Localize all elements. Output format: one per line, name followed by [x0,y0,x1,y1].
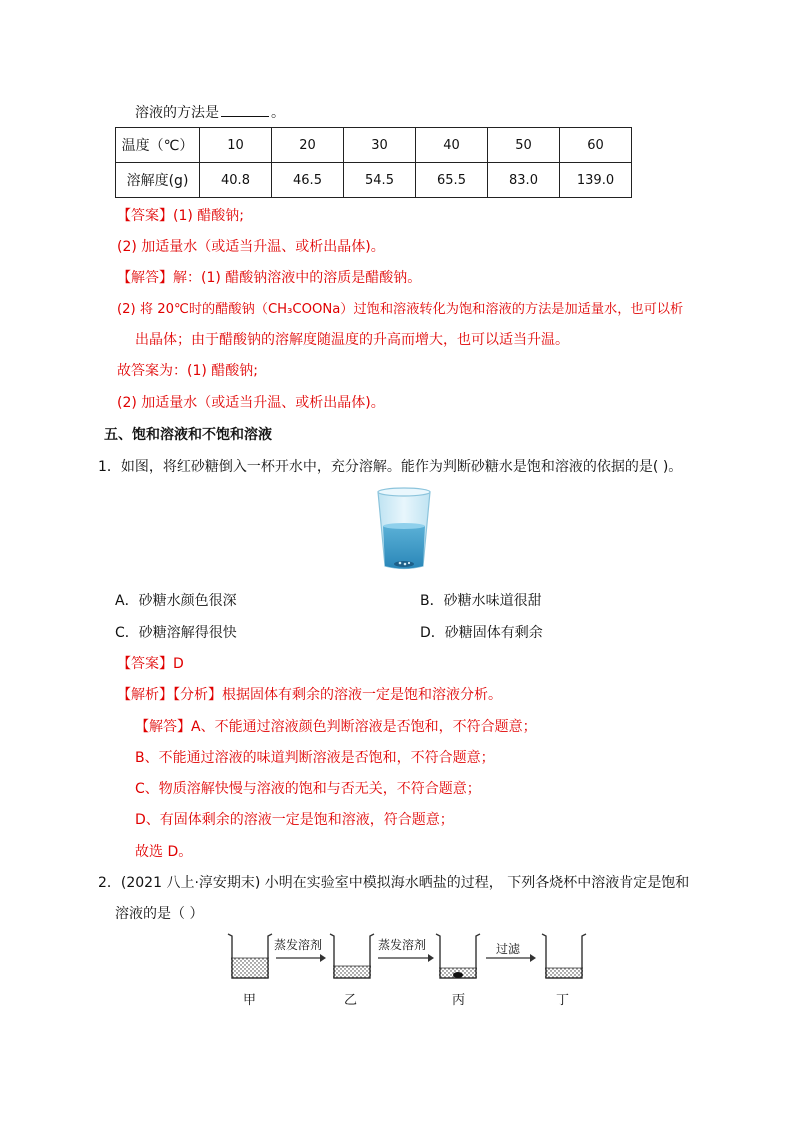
table-cell: 139.0 [560,163,632,198]
sugar-water-cup-figure [374,486,434,572]
intro-line: 溶液的方法是 。 [135,102,285,122]
beaker-jia [228,934,272,978]
solubility-table [115,127,632,198]
answer-line-1: 【答案】(1) 醋酸钠; [117,208,244,224]
table-cell: 50 [488,128,560,163]
table-cell: 40.8 [200,163,272,198]
arrow-label-2: 蒸发溶剂 [378,938,427,952]
section-title: 五、饱和溶液和不饱和溶液 [104,427,272,443]
q2-stem-line-2: 溶液的是（ ） [115,906,204,922]
arrow-label-3: 过滤 [496,942,521,956]
q1-stem: 1．如图，将红砂糖倒入一杯开水中，充分溶解。能作为判断砂糖水是饱和溶液的依据的是( )。 [98,459,683,475]
table-cell: 83.0 [488,163,560,198]
q1-solution-b: B、不能通过溶液的味道判断溶液是否饱和，不符合题意； [135,750,495,766]
table-cell: 65.5 [416,163,488,198]
final-answer-line-2: (2) 加适量水（或适当升温、或析出晶体)。 [117,395,385,411]
answer-blank [221,102,269,117]
q1-final: 故选 D。 [135,844,193,860]
q1-option-a: A．砂糖水颜色很深 [115,593,237,609]
arrow-label-1: 蒸发溶剂 [274,938,323,952]
table-cell: 60 [560,128,632,163]
beaker-bing [436,934,480,978]
beaker-label-ding: 丁 [556,993,570,1008]
table-cell: 20 [272,128,344,163]
answer-line-2: (2) 加适量水（或适当升温、或析出晶体)。 [117,239,385,255]
q1-option-c: C．砂糖溶解得很快 [115,625,237,641]
q1-option-b: B．砂糖水味道很甜 [420,593,542,609]
table-cell: 54.5 [344,163,416,198]
table-cell: 46.5 [272,163,344,198]
q1-answer: 【答案】D [117,656,184,672]
solution-line-1: 【解答】解：(1) 醋酸钠溶液中的溶质是醋酸钠。 [117,270,422,286]
table-cell: 30 [344,128,416,163]
solution-line-3: 出晶体；由于醋酸钠的溶解度随温度的升高而增大，也可以适当升温。 [135,332,569,348]
beaker-label-jia: 甲 [243,993,257,1008]
beaker-ding [542,934,586,978]
q1-solution-c: C、物质溶解快慢与溶液的饱和与否无关，不符合题意； [135,781,481,797]
beaker-yi [330,934,374,978]
final-answer-line-1: 故答案为：(1) 醋酸钠; [117,363,258,379]
beaker-label-yi: 乙 [344,993,358,1008]
beaker-label-bing: 丙 [452,993,466,1008]
row-header-temperature: 温度（℃） [116,128,200,163]
table-row [116,163,632,198]
table-cell: 10 [200,128,272,163]
q1-solution-a: 【解答】A、不能通过溶液颜色判断溶液是否饱和，不符合题意； [135,719,537,735]
evaporation-process-figure [220,928,590,1010]
table-row [116,128,632,163]
table-cell: 40 [416,128,488,163]
q1-solution-d: D、有固体剩余的溶液一定是饱和溶液，符合题意； [135,812,454,828]
q1-analysis: 【解析】【分析】根据固体有剩余的溶液一定是饱和溶液分析。 [117,687,502,703]
solution-line-2: (2) 将 20℃时的醋酸钠（CH₃COONa）过饱和溶液转化为饱和溶液的方法是加适量水，也可以析 [117,302,684,317]
q1-option-d: D．砂糖固体有剩余 [420,625,543,641]
q2-stem-line-1: 2．(2021 八上·淳安期末) 小明在实验室中模拟海水晒盐的过程， 下列各烧杯中溶液肯定是饱和 [98,875,690,891]
row-header-solubility: 溶解度(g) [116,163,200,198]
